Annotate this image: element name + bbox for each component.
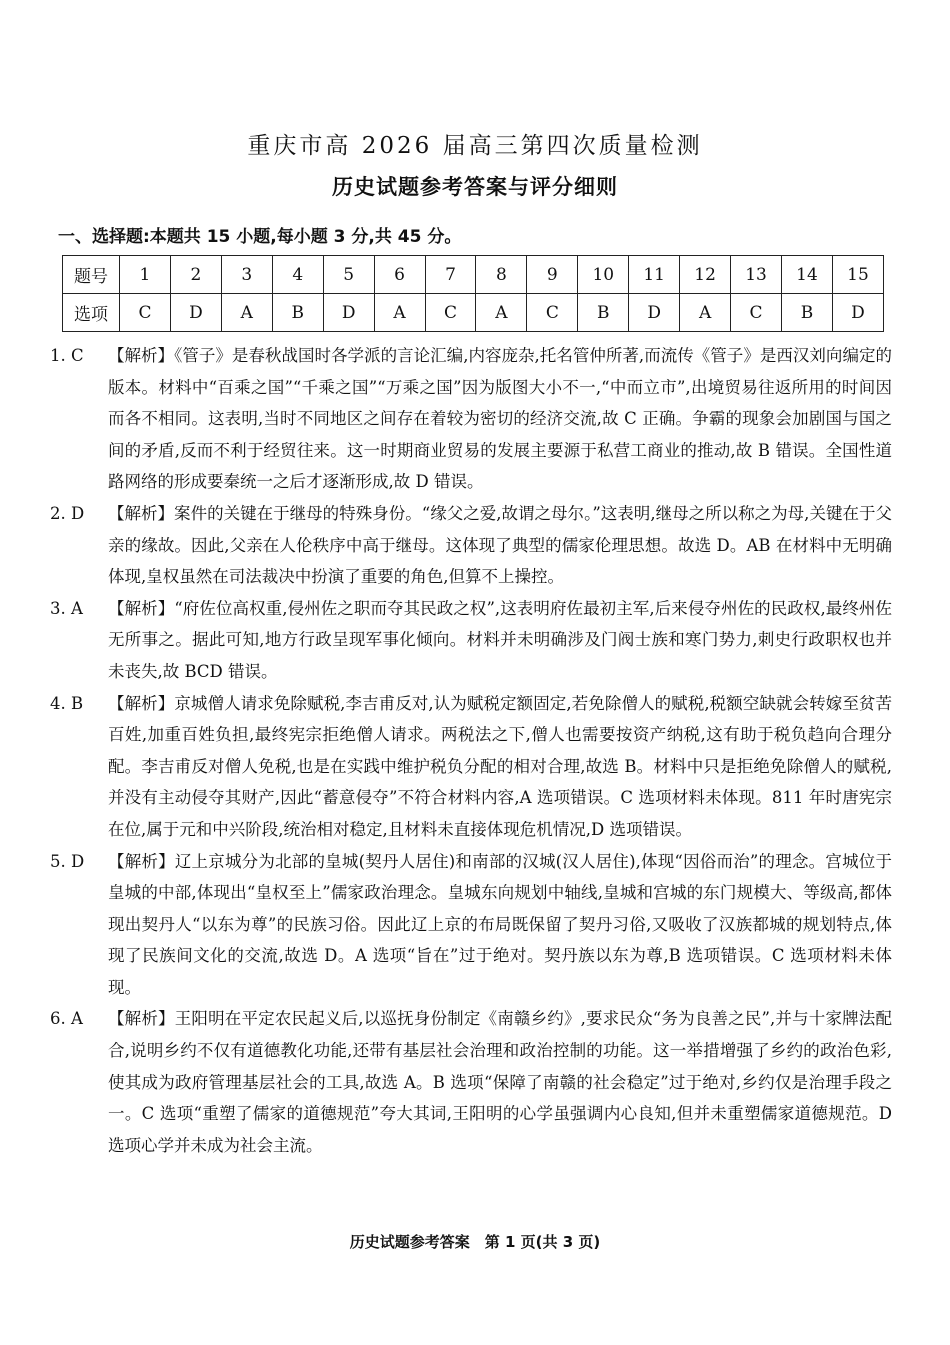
section-heading: 一、选择题:本题共 15 小题,每小题 3 分,共 45 分。 bbox=[58, 227, 462, 247]
question-number: 6 bbox=[374, 256, 425, 294]
answer-cell: C bbox=[425, 294, 476, 332]
answer-cell: C bbox=[120, 294, 171, 332]
answer-cell: B bbox=[781, 294, 832, 332]
answer-cell: B bbox=[272, 294, 323, 332]
answer-row bbox=[63, 294, 884, 332]
answer-cell: B bbox=[578, 294, 629, 332]
explanation-item bbox=[50, 1003, 892, 1161]
question-number: 8 bbox=[476, 256, 527, 294]
question-number: 10 bbox=[578, 256, 629, 294]
page-title: 重庆市高 2026 届高三第四次质量检测 bbox=[247, 133, 703, 159]
question-number: 1 bbox=[120, 256, 171, 294]
explanation-list bbox=[50, 340, 892, 1161]
item-number: 1. C bbox=[50, 346, 84, 365]
row-label-question: 题号 bbox=[63, 256, 120, 294]
question-number: 4 bbox=[272, 256, 323, 294]
explanation-item bbox=[50, 498, 892, 593]
answer-cell: D bbox=[323, 294, 374, 332]
explanation-item bbox=[50, 340, 892, 498]
item-text: 【解析】辽上京城分为北部的皇城(契丹人居住)和南部的汉城(汉人居住),体现“因俗而治”的理念。宫城位于皇城的中部,体现出“皇权至上”儒家政治理念。皇城东向规划中轴线,皇城和宫城的东门规模大、等级高,都体现出契丹人“以东为尊”的民族习俗。因此辽上京的布局既保留了契丹习俗,又吸收了汉族都城的规划特点,体现了民族间文化的交流,故选 D。A 选项“旨在”过于绝对。契丹族以东为尊,B 选项错误。C 选项材料未体现。 bbox=[108, 851, 892, 997]
item-number: 6. A bbox=[50, 1009, 83, 1029]
item-number: 5. D bbox=[50, 851, 85, 871]
answer-cell: A bbox=[221, 294, 272, 332]
answer-cell: D bbox=[832, 294, 883, 332]
item-text: 【解析】《管子》是春秋战国时各学派的言论汇编,内容庞杂,托名管仲所著,而流传《管子》是西汉刘向编定的版本。材料中“百乘之国”“千乘之国”“万乘之国”因为版图大小不一,“中而立市”,出境贸易往返所用的时间因而各不相同。这表明,当时不同地区之间存在着较为密切的经济交流,故 C 正确。争霸的现象会加剧国与国之间的矛盾,反而不利于经贸往来。这一时期商业贸易的发展主要源于私营工商业的推动,故 B 错误。全国性道路网络的形成要秦统一之后才逐渐形成,故 D 错误。 bbox=[108, 346, 892, 492]
explanation-item bbox=[50, 846, 892, 1004]
answer-cell: C bbox=[527, 294, 578, 332]
question-number: 5 bbox=[323, 256, 374, 294]
answer-cell: A bbox=[680, 294, 731, 332]
question-number: 14 bbox=[781, 256, 832, 294]
page-footer: 历史试题参考答案 第 1 页(共 3 页) bbox=[349, 1233, 601, 1251]
item-number: 4. B bbox=[50, 693, 84, 713]
item-number: 3. A bbox=[50, 598, 83, 618]
question-number: 9 bbox=[527, 256, 578, 294]
item-text: 【解析】王阳明在平定农民起义后,以巡抚身份制定《南赣乡约》,要求民众“务为良善之民”,并与十家牌法配合,说明乡约不仅有道德教化功能,还带有基层社会治理和政治控制的功能。这一举措增强了乡约的政治色彩,使其成为政府管理基层社会的工具,故选 A。B 选项“保障了南赣的社会稳定”过于绝对,乡约仅是治理手段之一。C 选项“重塑了儒家的道德规范”夸大其词,王阳明的心学虽强调内心良知,但并未重塑儒家道德规范。D 选项心学并未成为社会主流。 bbox=[108, 1009, 892, 1155]
item-number: 2. D bbox=[50, 503, 85, 523]
page-subtitle: 历史试题参考答案与评分细则 bbox=[332, 175, 618, 199]
answer-cell: D bbox=[629, 294, 680, 332]
answer-cell: A bbox=[374, 294, 425, 332]
answer-table bbox=[62, 255, 884, 332]
question-number: 11 bbox=[629, 256, 680, 294]
question-number: 15 bbox=[832, 256, 883, 294]
question-number: 3 bbox=[221, 256, 272, 294]
question-number: 13 bbox=[731, 256, 782, 294]
question-number: 2 bbox=[170, 256, 221, 294]
answer-cell: A bbox=[476, 294, 527, 332]
row-label-answer: 选项 bbox=[63, 294, 120, 332]
question-number: 12 bbox=[680, 256, 731, 294]
item-text: 【解析】案件的关键在于继母的特殊身份。“缘父之爱,故谓之母尔。”这表明,继母之所以称之为母,关键在于父亲的缘故。因此,父亲在人伦秩序中高于继母。这体现了典型的儒家伦理思想。故选 D。AB 在材料中无明确体现,皇权虽然在司法裁决中扮演了重要的角色,但算不上操控。 bbox=[108, 503, 892, 587]
answer-cell: C bbox=[731, 294, 782, 332]
explanation-item bbox=[50, 688, 892, 846]
question-number: 7 bbox=[425, 256, 476, 294]
item-text: 【解析】京城僧人请求免除赋税,李吉甫反对,认为赋税定额固定,若免除僧人的赋税,税额空缺就会转嫁至贫苦百姓,加重百姓负担,最终宪宗拒绝僧人请求。两税法之下,僧人也需要按资产纳税,这有助于税负趋向合理分配。李吉甫反对僧人免税,也是在实践中维护税负分配的相对合理,故选 B。材料中只是拒绝免除僧人的赋税,并没有主动侵夺其财产,因此“蓄意侵夺”不符合材料内容,A 选项错误。C 选项材料未体现。811 年时唐宪宗在位,属于元和中兴阶段,统治相对稳定,且材料未直接体现危机情况,D 选项错误。 bbox=[108, 693, 892, 839]
item-text: 【解析】“府佐位高权重,侵州佐之职而夺其民政之权”,这表明府佐最初主军,后来侵夺州佐的民政权,最终州佐无所事之。据此可知,地方行政呈现军事化倾向。材料并未明确涉及门阀士族和寒门势力,刺史行政职权也并未丧失,故 BCD 错误。 bbox=[108, 598, 892, 681]
question-number-row bbox=[63, 256, 884, 294]
answer-cell: D bbox=[170, 294, 221, 332]
explanation-item bbox=[50, 593, 892, 688]
